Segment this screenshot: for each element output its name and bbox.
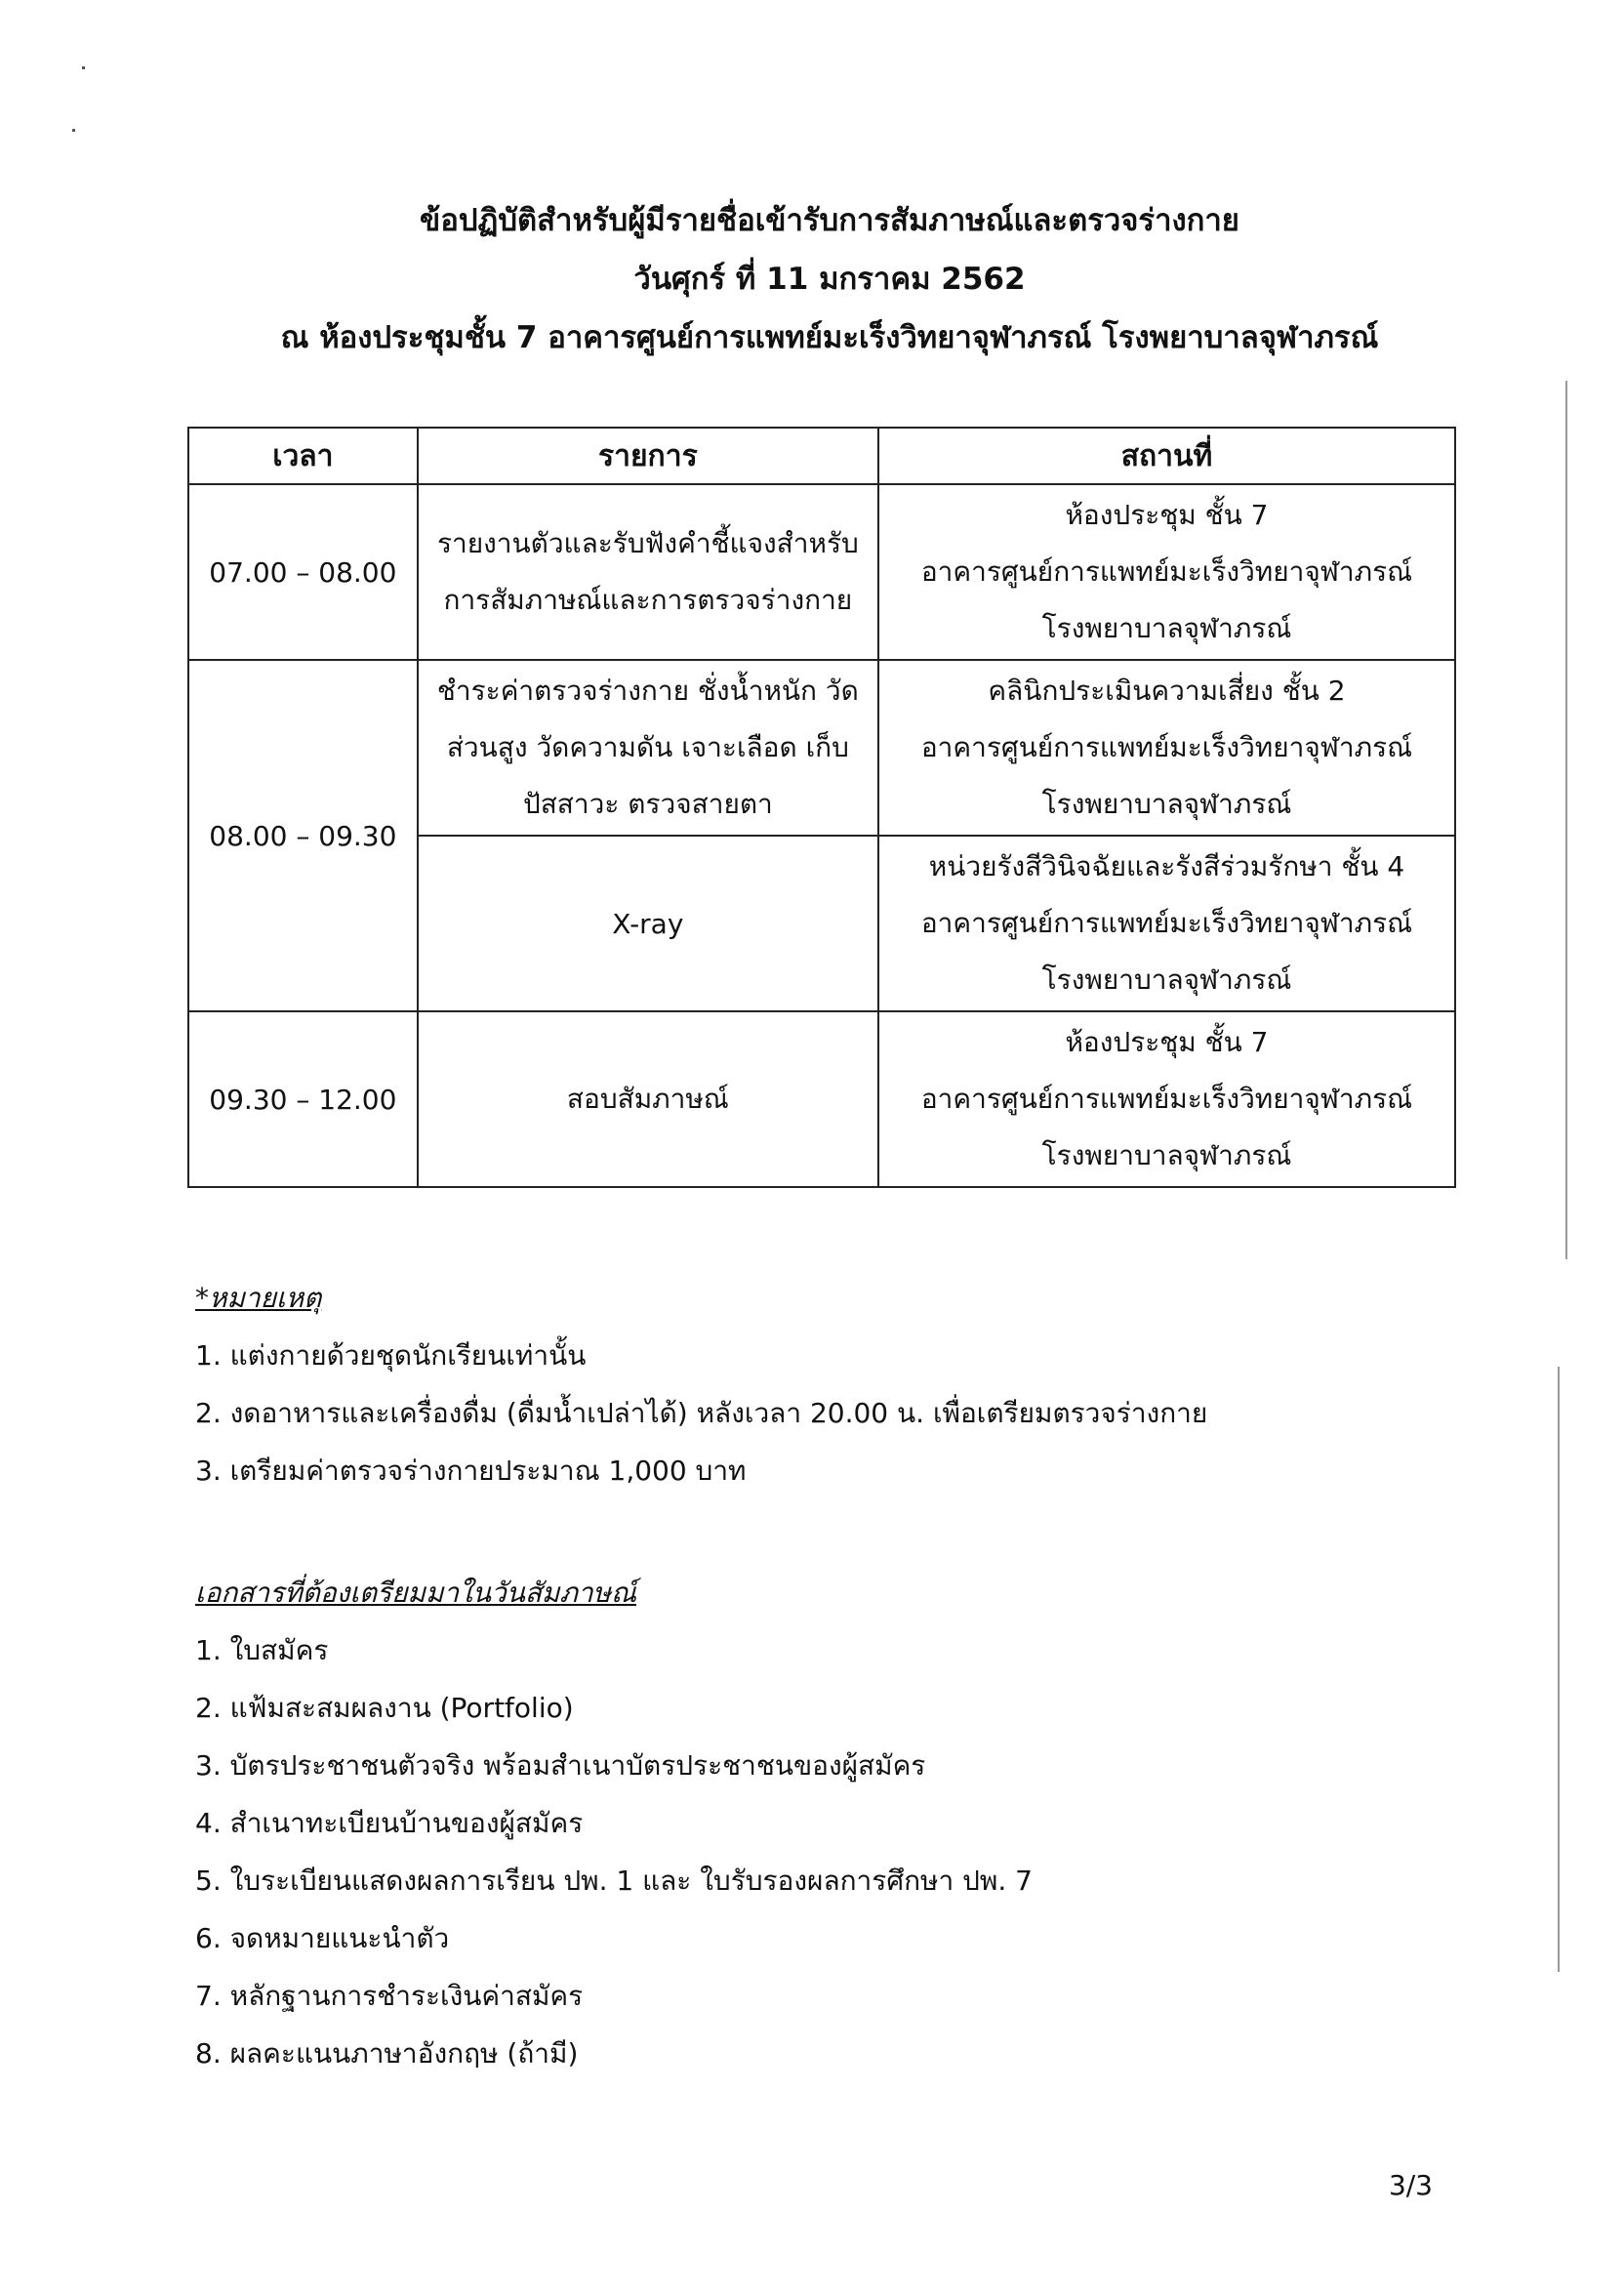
header-activity: รายการ xyxy=(418,428,878,484)
table-header-row xyxy=(188,428,1455,484)
activity-line: ปัสสาวะ ตรวจสายตา xyxy=(522,788,773,820)
location-line: หน่วยรังสีวินิจฉัยและรังสีร่วมรักษา ชั้น 4 xyxy=(928,850,1405,882)
schedule-table xyxy=(187,427,1456,1188)
location-cell xyxy=(878,660,1455,836)
notes-title: *หมายเหตุ xyxy=(195,1282,322,1314)
activity-line: ชำระค่าตรวจร่างกาย ชั่งน้ำหนัก วัด xyxy=(436,675,859,707)
activity-line: ส่วนสูง วัดความดัน เจาะเลือด เก็บ xyxy=(446,731,849,763)
list-item: 6. จดหมายแนะนำตัว xyxy=(195,1922,450,1954)
location-line: อาคารศูนย์การแพทย์มะเร็งวิทยาจุฬาภรณ์ xyxy=(920,1083,1413,1115)
location-line: อาคารศูนย์การแพทย์มะเร็งวิทยาจุฬาภรณ์ xyxy=(920,731,1413,763)
header-time: เวลา xyxy=(188,428,418,484)
table-row xyxy=(188,660,1455,836)
document-title: ข้อปฏิบัติสำหรับผู้มีรายชื่อเข้ารับการสัมภาษณ์และตรวจร่างกาย xyxy=(420,203,1239,238)
location-line: โรงพยาบาลจุฬาภรณ์ xyxy=(1041,612,1292,644)
list-item: 3. บัตรประชาชนตัวจริง พร้อมสำเนาบัตรประชาชนของผู้สมัคร xyxy=(195,1749,926,1782)
location-cell xyxy=(878,836,1455,1011)
list-item: 3. เตรียมค่าตรวจร่างกายประมาณ 1,000 บาท xyxy=(195,1455,747,1487)
notes-section xyxy=(195,1269,1207,1499)
activity-cell xyxy=(418,660,878,836)
list-item: 5. ใบระเบียนแสดงผลการเรียน ปพ. 1 และ ใบรับรองผลการศึกษา ปพ. 7 xyxy=(195,1865,1033,1897)
location-line: ห้องประชุม ชั้น 7 xyxy=(1065,1026,1269,1058)
location-line: โรงพยาบาลจุฬาภรณ์ xyxy=(1041,1139,1292,1171)
list-item: 1. แต่งกายด้วยชุดนักเรียนเท่านั้น xyxy=(195,1339,587,1372)
page-number: 3/3 xyxy=(1388,2169,1433,2201)
location-line: โรงพยาบาลจุฬาภรณ์ xyxy=(1041,788,1292,820)
time-cell: 07.00 – 08.00 xyxy=(188,484,418,660)
activity-line: การสัมภาษณ์และการตรวจร่างกาย xyxy=(443,584,853,616)
list-item: 4. สำเนาทะเบียนบ้านของผู้สมัคร xyxy=(195,1807,584,1839)
table-row xyxy=(188,484,1455,660)
location-line: ห้องประชุม ชั้น 7 xyxy=(1065,499,1269,531)
activity-cell: X-ray xyxy=(418,836,878,1011)
location-cell xyxy=(878,1011,1455,1187)
activity-line: รายงานตัวและรับฟังคำชี้แจงสำหรับ xyxy=(436,527,859,559)
list-item: 8. ผลคะแนนภาษาอังกฤษ (ถ้ามี) xyxy=(195,2037,579,2070)
location-line: อาคารศูนย์การแพทย์มะเร็งวิทยาจุฬาภรณ์ xyxy=(920,555,1413,588)
documents-title: เอกสารที่ต้องเตรียมมาในวันสัมภาษณ์ xyxy=(195,1577,636,1609)
document-date: วันศุกร์ ที่ 11 มกราคม 2562 xyxy=(633,262,1026,297)
list-item: 1. ใบสมัคร xyxy=(195,1634,329,1666)
list-item: 7. หลักฐานการชำระเงินค่าสมัคร xyxy=(195,1980,584,2012)
time-cell: 09.30 – 12.00 xyxy=(188,1011,418,1187)
time-cell: 08.00 – 09.30 xyxy=(188,660,418,1011)
activity-cell: สอบสัมภาษณ์ xyxy=(418,1011,878,1187)
document-venue: ณ ห้องประชุมชั้น 7 อาคารศูนย์การแพทย์มะเร็งวิทยาจุฬาภรณ์ โรงพยาบาลจุฬาภรณ์ xyxy=(280,320,1379,355)
location-cell xyxy=(878,484,1455,660)
scan-speck xyxy=(82,66,85,69)
table-row xyxy=(188,1011,1455,1187)
activity-cell xyxy=(418,484,878,660)
list-item: 2. แฟ้มสะสมผลงาน (Portfolio) xyxy=(195,1692,574,1724)
location-line: คลินิกประเมินความเสี่ยง ชั้น 2 xyxy=(988,675,1346,707)
location-line: อาคารศูนย์การแพทย์มะเร็งวิทยาจุฬาภรณ์ xyxy=(920,907,1413,939)
scan-edge-line xyxy=(1565,381,1567,1259)
header-location: สถานที่ xyxy=(878,428,1455,484)
scan-edge-line xyxy=(1558,1367,1560,1972)
location-line: โรงพยาบาลจุฬาภรณ์ xyxy=(1041,964,1292,996)
documents-section xyxy=(195,1564,1033,2082)
scan-speck xyxy=(72,129,75,132)
list-item: 2. งดอาหารและเครื่องดื่ม (ดื่มน้ำเปล่าได้) หลังเวลา 20.00 น. เพื่อเตรียมตรวจร่างกาย xyxy=(195,1397,1208,1429)
